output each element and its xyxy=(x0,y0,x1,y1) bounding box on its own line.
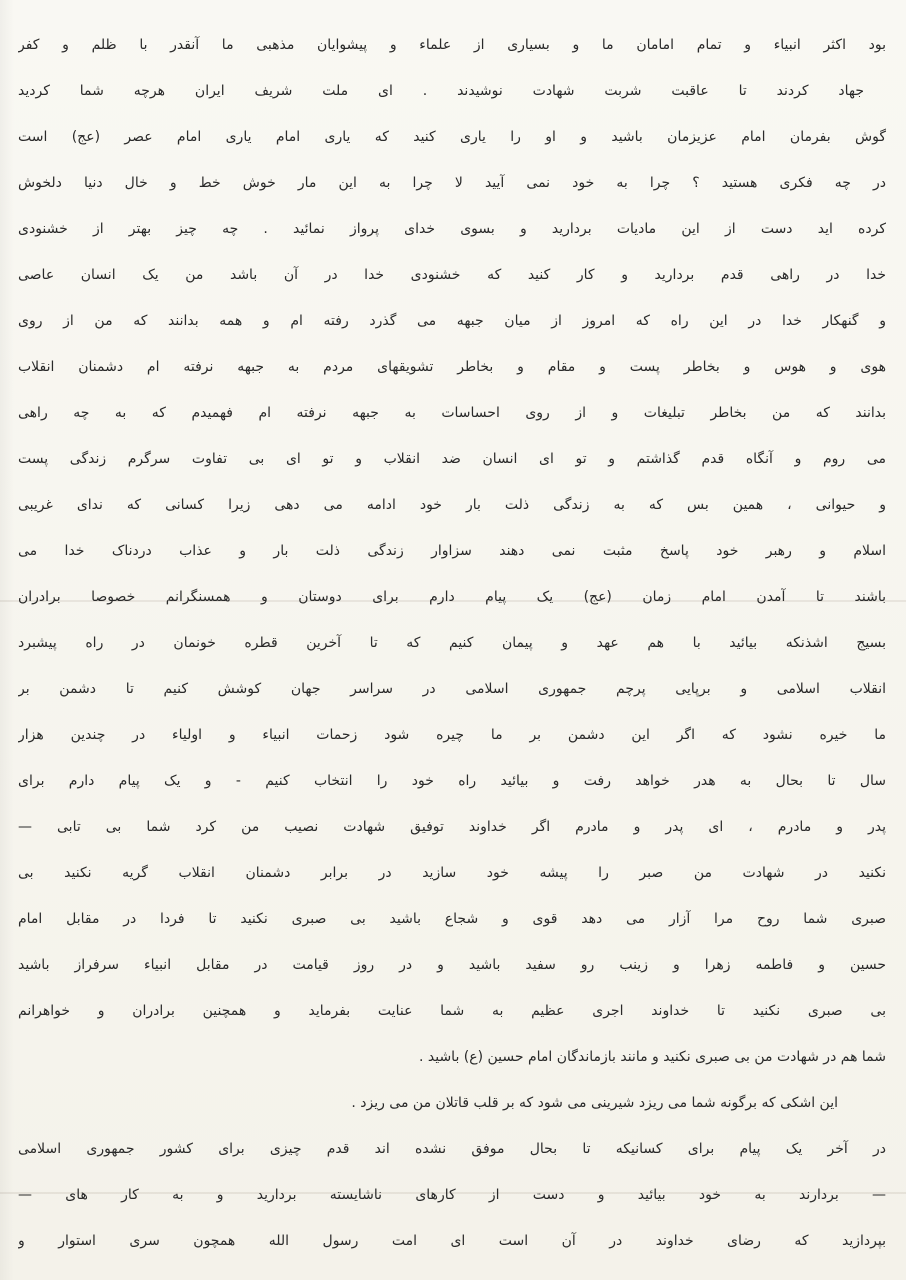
text-line: شما هم در شهادت من بی صبری نکنید و مانند بازماندگان امام حسین (ع) باشید . xyxy=(418,1049,886,1065)
text-line: می روم و آنگاه قدم گذاشتم و تو ای انسان ضد انقلاب و تو ای بی تفاوت سرگرم زندگی پست xyxy=(18,451,886,467)
text-line: خدا در راهی قدم بردارید و کار کنید که خشنودی خدا در آن باشد من یک انسان عاصی xyxy=(18,267,886,283)
text-line: و حیوانی ، همین بس که به زندگی ذلت بار خود ادامه می دهی زیرا کسانی که ندای غریبی xyxy=(18,497,886,513)
text-line: حسین و فاطمه زهرا و زینب رو سفید باشید و در روز قیامت در مقابل انبیاء سرفراز باشید xyxy=(18,957,886,973)
text-line: بود اکثر انبیاء و تمام امامان ما و بسیاری از علماء و پیشوایان مذهبی ما آنقدر با ظلم و کفر xyxy=(18,37,886,53)
text-line: ما خیره نشود که اگر این دشمن بر ما چیره شود زحمات انبیاء و اولیاء در چندین هزار xyxy=(18,727,886,743)
text-line: بی صبری نکنید تا خداوند اجری عظیم به شما عنایت بفرماید و همچنین برادران و خواهرانم xyxy=(18,1003,886,1019)
handwritten-letter-body xyxy=(18,22,886,1264)
text-line: — بردارند به خود بیائید و دست از کارهای ناشایسته بردارید و به کار های — xyxy=(18,1187,886,1203)
text-line: بدانند که من بخاطر تبلیغات و از روی احساسات به جبهه نرفته ام فهمیدم که به چه راهی xyxy=(18,405,886,421)
text-line: اسلام و رهبر خود پاسخ مثبت نمی دهند سزاوار زندگی ذلت بار و عذاب دردناک خدا می xyxy=(18,543,886,559)
text-line: این اشکی که برگونه شما می ریزد شیرینی می شود که بر قلب قاتلان من می ریزد . xyxy=(351,1095,838,1111)
text-line: پدر و مادرم ، ای پدر و مادرم اگر خداوند توفیق شهادت نصیب من کرد شما بی تابی — xyxy=(18,819,886,835)
text-line: هوی و هوس و بخاطر پست و مقام و بخاطر تشویقهای مردم به جبهه نرفته ام دشمنان انقلاب xyxy=(18,359,886,375)
text-line: کرده اید دست از این مادیات بردارید و بسوی خدای پرواز نمائید . چه چیز بهتر از خشنودی xyxy=(18,221,886,237)
text-line: نکنید در شهادت من صبر را پیشه خود سازید در برابر دشمنان انقلاب گریه نکنید بی xyxy=(18,865,886,881)
text-line: باشند تا آمدن امام زمان (عج) یک پیام دارم برای دوستان و همسنگرانم خصوصا برادران xyxy=(18,589,886,605)
text-line: صبری شما روح مرا آزار می دهد قوی و شجاع باشید بی صبری نکنید تا فردا در مقابل امام xyxy=(18,911,886,927)
text-line: جهاد کردند تا عاقبت شربت شهادت نوشیدند . ای ملت شریف ایران هرچه شما کردید xyxy=(18,83,864,99)
text-line: بسیج اشذنکه بیائید با هم عهد و پیمان کنیم که تا آخرین قطره خونمان در راه پیشبرد xyxy=(18,635,886,651)
text-line: سال تا بحال به هدر خواهد رفت و بیائید راه خود را انتخاب کنیم - و یک پیام دارم برای xyxy=(18,773,886,789)
text-line: در چه فکری هستید ؟ چرا به خود نمی آیید لا چرا به این مار خوش خط و خال دنیا دلخوش xyxy=(18,175,886,191)
text-line: و گنهکار خدا در این راه که امروز از میان جبهه می گذرد رفته ام و همه بدانند که من از روی xyxy=(18,313,886,329)
text-line: بپردازید که رضای خداوند در آن است ای امت رسول الله همچون سری استوار و xyxy=(18,1233,886,1249)
text-line: گوش بفرمان امام عزیزمان باشید و او را یاری کنید که یاری امام یاری امام عصر (عج) است xyxy=(18,129,886,145)
text-line: در آخر یک پیام برای کسانیکه تا بحال موفق نشده اند قدم چیزی برای کشور جمهوری اسلامی xyxy=(18,1141,886,1157)
text-line: انقلاب اسلامی و برپایی پرچم جمهوری اسلامی در سراسر جهان کوشش کنیم تا دشمن بر xyxy=(18,681,886,697)
